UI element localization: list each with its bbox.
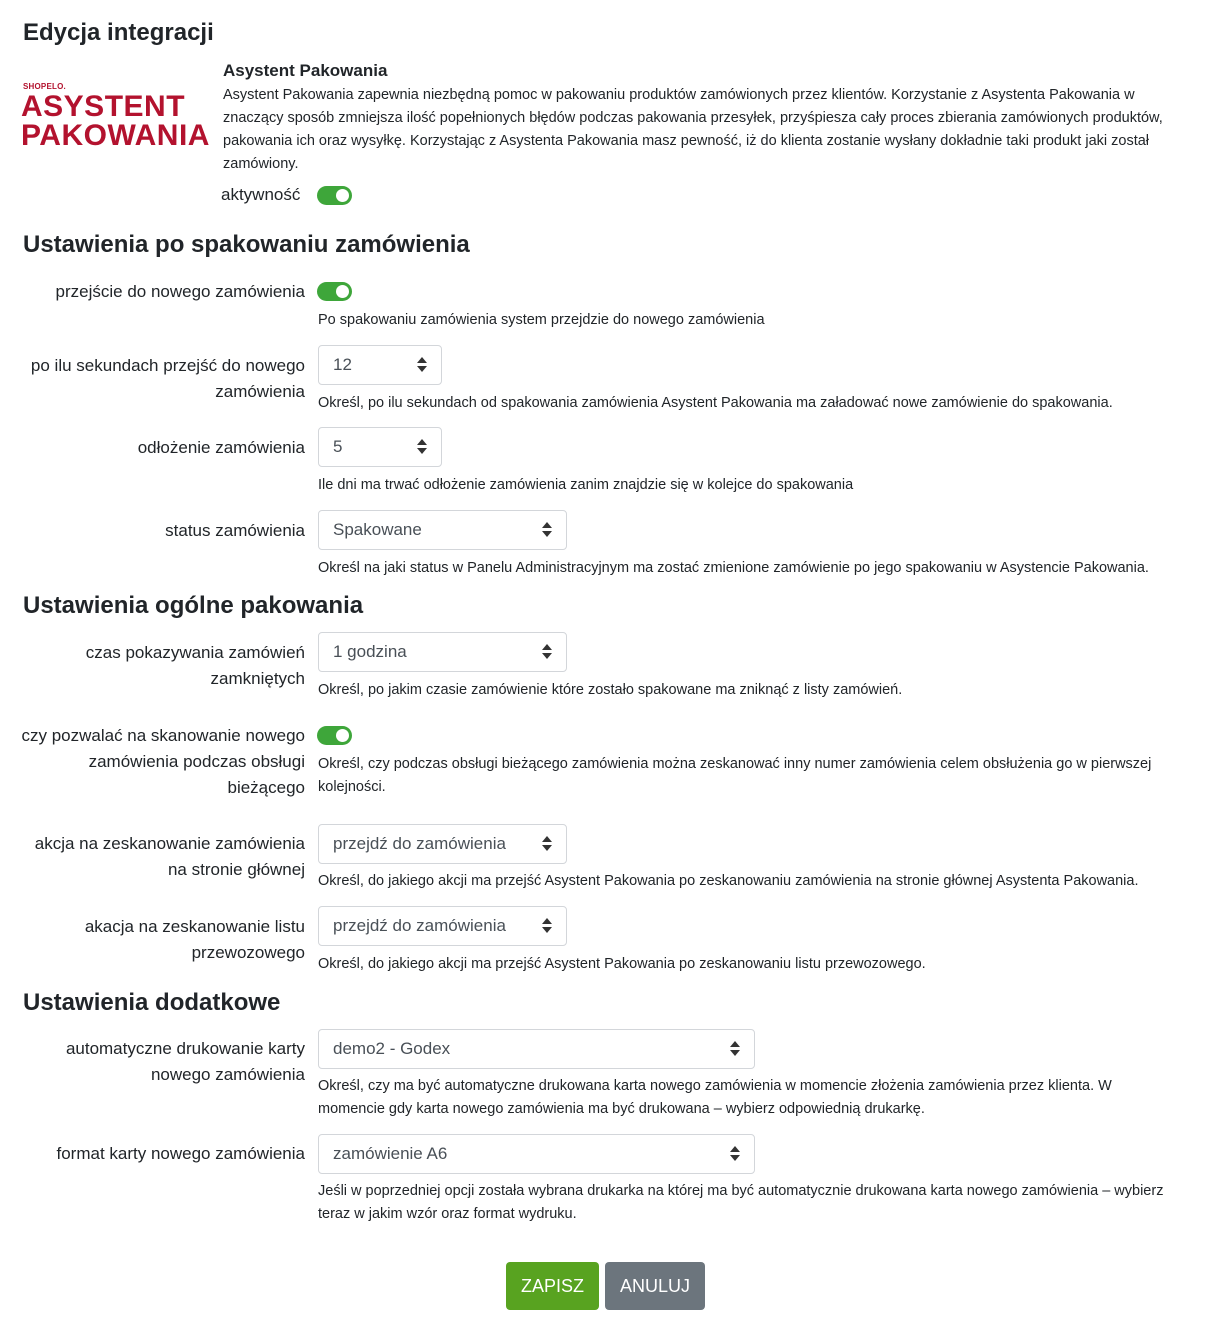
page-title: Edycja integracji xyxy=(23,19,214,46)
section-after-packing-title: Ustawienia po spakowaniu zamówienia xyxy=(23,231,470,258)
save-button[interactable]: ZAPISZ xyxy=(506,1262,599,1310)
integration-name: Asystent Pakowania xyxy=(223,61,388,80)
logo-line1: ASYSTENT xyxy=(21,90,186,123)
format-select[interactable] xyxy=(318,1134,755,1174)
logo-line2: PAKOWANIA xyxy=(21,119,210,152)
stepper-arrows-icon[interactable] xyxy=(417,439,427,455)
select-arrows-icon xyxy=(542,644,552,660)
seconds-label: po ilu sekundach przejść do nowego zamówienia xyxy=(30,356,305,401)
status-select[interactable] xyxy=(318,510,567,550)
integration-description: Asystent Pakowania zapewnia niezbędną pomoc w pakowaniu produktów zamówionych przez klientów. Korzystanie z Asystenta Pakowania w znaczący sposób zmniejsza ilość popełnionych błędów podczas pakowania przesyłek, przyśpiesza cały proces zbierania zamówionych produktów, pakowania ich oraz wysyłkę. Korzystając z Asystenta Pakowania masz pewność, iż do klienta zostanie wysłany dokładnie taki produkt jaki został zamówiony. xyxy=(223,87,1163,172)
postpone-help: Ile dni ma trwać odłożenie zamówienia zanim znajdzie się w kolejce do spakowania xyxy=(318,477,854,493)
go-next-help: Po spakowaniu zamówienia system przejdzie do nowego zamówienia xyxy=(318,312,765,328)
scan-main-help: Określ, do jakiego akcji ma przejść Asystent Pakowania po zeskanowaniu zamówienia na stronie głównej Asystenta Pakowania. xyxy=(318,873,1139,889)
status-value: Spakowane xyxy=(333,520,422,539)
closed-time-help: Określ, po jakim czasie zamówienie które zostało spakowane ma zniknąć z listy zamówień. xyxy=(318,682,903,698)
allow-scan-toggle[interactable] xyxy=(317,726,352,745)
closed-time-value: 1 godzina xyxy=(333,642,407,661)
select-arrows-icon xyxy=(542,522,552,538)
seconds-value: 12 xyxy=(333,355,352,374)
autoprint-value: demo2 - Godex xyxy=(333,1039,451,1058)
seconds-help: Określ, po ilu sekundach od spakowania zamówienia Asystent Pakowania ma załadować nowe zamówienie do spakowania. xyxy=(318,395,1113,411)
closed-time-label: czas pokazywania zamówień zamkniętych xyxy=(85,643,305,688)
section-general-title: Ustawienia ogólne pakowania xyxy=(23,592,364,619)
autoprint-select[interactable] xyxy=(318,1029,755,1069)
seconds-stepper[interactable] xyxy=(318,345,442,385)
allow-scan-help: Określ, czy podczas obsługi bieżącego zamówienia można zeskanować inny numer zamówienia celem obsłużenia go w pierwszej kolejności. xyxy=(318,756,1152,795)
select-arrows-icon xyxy=(730,1146,740,1162)
active-toggle[interactable] xyxy=(317,186,352,205)
format-value: zamówienie A6 xyxy=(333,1144,448,1163)
postpone-stepper[interactable] xyxy=(318,427,442,467)
stepper-arrows-icon[interactable] xyxy=(417,357,427,373)
toggle-knob xyxy=(336,189,349,202)
scan-main-label: akcja na zeskanowanie zamówienia na stronie głównej xyxy=(34,834,305,879)
scan-main-select[interactable] xyxy=(318,824,567,864)
logo-brand: SHOPELO. xyxy=(23,82,66,91)
section-extra-title: Ustawienia dodatkowe xyxy=(23,989,281,1016)
format-help: Jeśli w poprzedniej opcji została wybrana drukarka na której ma być automatycznie drukowana karta nowego zamówienia – wybierz teraz w jakim wzór oraz format wydruku. xyxy=(318,1183,1164,1222)
allow-scan-label: czy pozwalać na skanowanie nowego zamówienia podczas obsługi bieżącego xyxy=(21,726,305,797)
go-next-label: przejście do nowego zamówienia xyxy=(55,282,305,301)
autoprint-help: Określ, czy ma być automatyczne drukowana karta nowego zamówienia w momencie złożenia zamówienia przez klienta. W momencie gdy karta nowego zamówienia ma być drukowana – wybierz odpowiednią drukarkę. xyxy=(318,1078,1112,1117)
scan-waybill-value: przejdź do zamówienia xyxy=(333,916,506,935)
scan-main-value: przejdź do zamówienia xyxy=(333,834,506,853)
select-arrows-icon xyxy=(542,836,552,852)
toggle-knob xyxy=(336,285,349,298)
postpone-value: 5 xyxy=(333,437,343,456)
scan-waybill-select[interactable] xyxy=(318,906,567,946)
format-label: format karty nowego zamówienia xyxy=(56,1144,305,1163)
scan-waybill-help: Określ, do jakiego akcji ma przejść Asystent Pakowania po zeskanowaniu listu przewozowego. xyxy=(318,956,926,972)
closed-time-select[interactable] xyxy=(318,632,567,672)
status-label: status zamówienia xyxy=(165,521,305,540)
active-label: aktywność xyxy=(221,185,301,204)
postpone-label: odłożenie zamówienia xyxy=(137,438,305,457)
select-arrows-icon xyxy=(542,918,552,934)
status-help: Określ na jaki status w Panelu Administracyjnym ma zostać zmienione zamówienie po jego spakowaniu w Asystencie Pakowania. xyxy=(318,560,1149,576)
scan-waybill-label: akacja na zeskanowanie listu przewozowego xyxy=(84,917,305,962)
select-arrows-icon xyxy=(730,1041,740,1057)
cancel-button[interactable]: ANULUJ xyxy=(605,1262,705,1310)
toggle-knob xyxy=(336,729,349,742)
autoprint-label: automatyczne drukowanie karty nowego zamówienia xyxy=(65,1039,305,1084)
go-next-toggle[interactable] xyxy=(317,282,352,301)
